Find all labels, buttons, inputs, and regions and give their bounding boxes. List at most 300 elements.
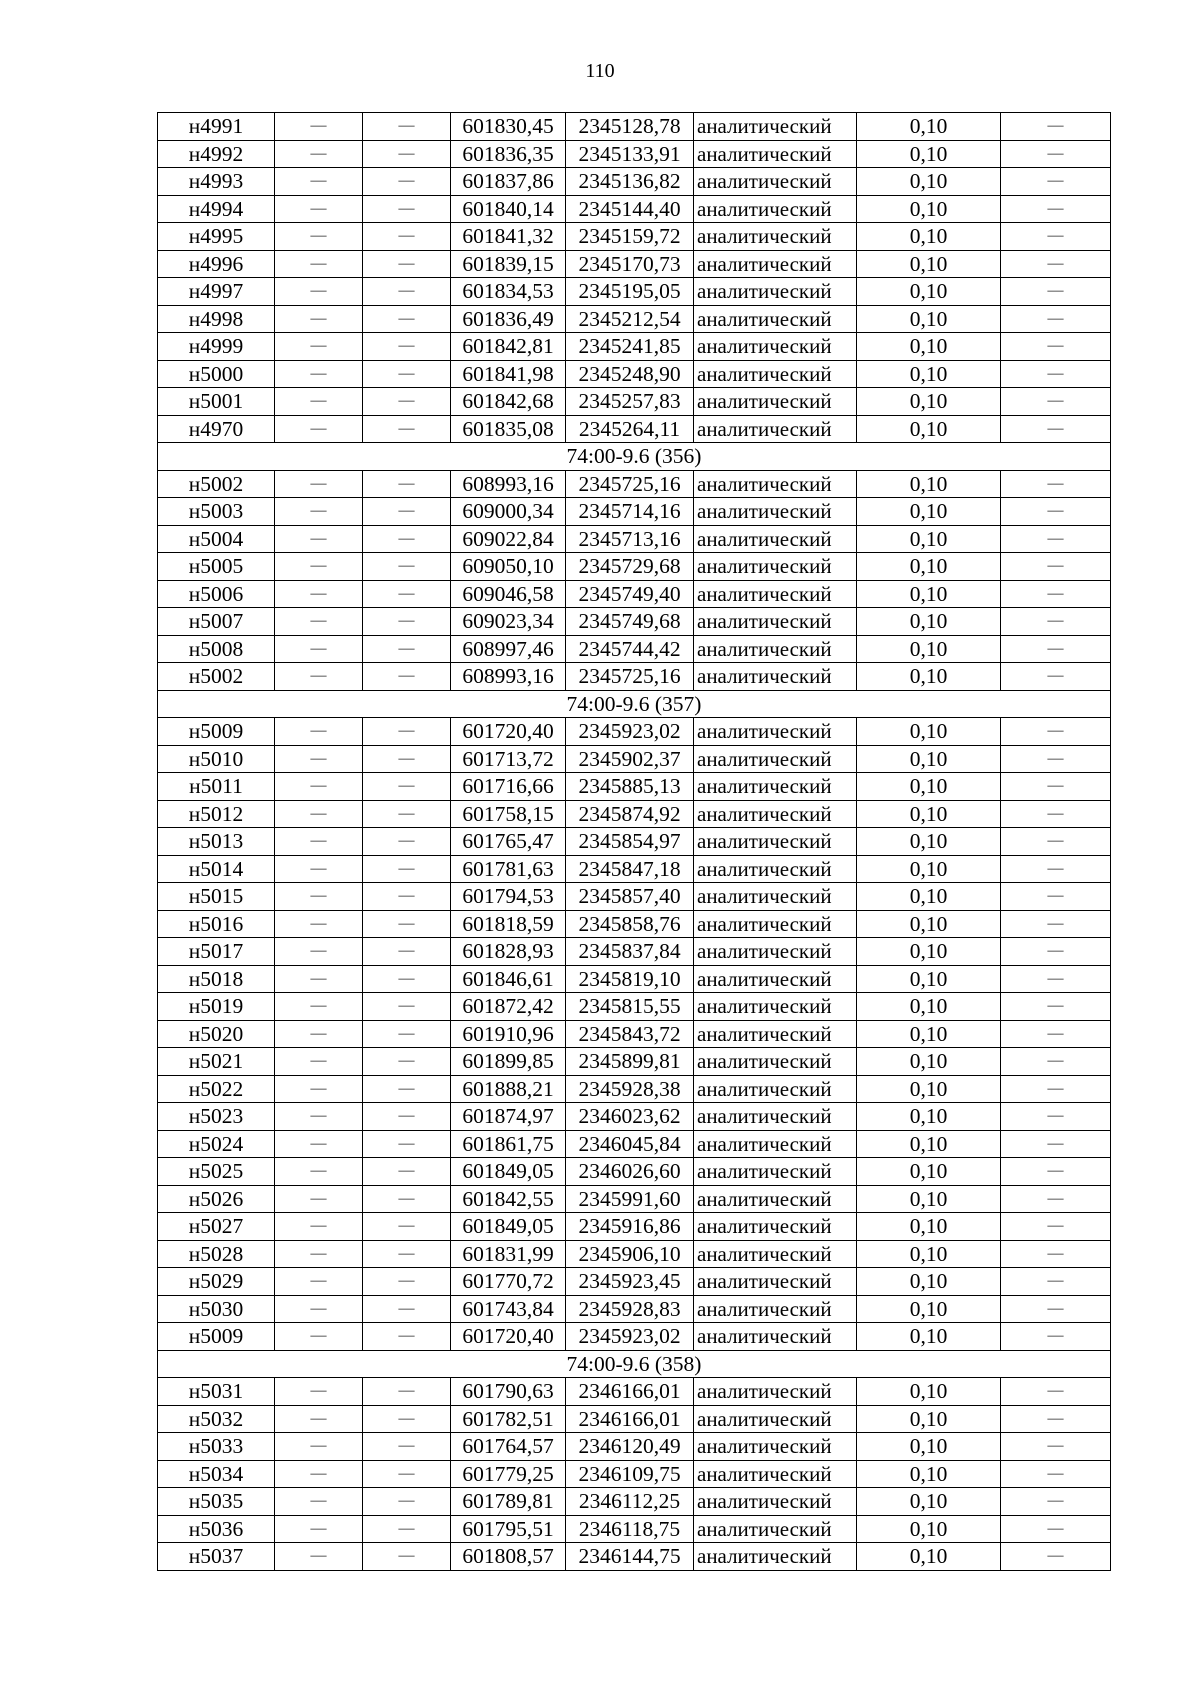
y-coordinate-cell: 2345857,40 xyxy=(566,883,694,911)
table-row xyxy=(158,553,1111,581)
accuracy-cell: 0,10 xyxy=(857,140,1001,168)
y-coordinate-cell: 2345923,02 xyxy=(566,718,694,746)
description-cell: — xyxy=(1001,1075,1111,1103)
description-cell: — xyxy=(1001,1213,1111,1241)
accuracy-cell: 0,10 xyxy=(857,883,1001,911)
x-coordinate-cell: 601782,51 xyxy=(451,1405,566,1433)
x-coordinate-cell: 609046,58 xyxy=(451,580,566,608)
description-cell: — xyxy=(1001,1295,1111,1323)
description-cell: — xyxy=(1001,1185,1111,1213)
old-x-cell: — xyxy=(275,1295,363,1323)
description-cell: — xyxy=(1001,965,1111,993)
old-y-cell: — xyxy=(363,388,451,416)
old-y-cell: — xyxy=(363,1323,451,1351)
description-cell: — xyxy=(1001,580,1111,608)
method-cell: аналитический xyxy=(694,800,857,828)
x-coordinate-cell: 601846,61 xyxy=(451,965,566,993)
y-coordinate-cell: 2346144,75 xyxy=(566,1543,694,1571)
table-row xyxy=(158,1295,1111,1323)
x-coordinate-cell: 601716,66 xyxy=(451,773,566,801)
accuracy-cell: 0,10 xyxy=(857,1543,1001,1571)
old-y-cell: — xyxy=(363,250,451,278)
accuracy-cell: 0,10 xyxy=(857,1405,1001,1433)
table-row xyxy=(158,608,1111,636)
old-y-cell: — xyxy=(363,1158,451,1186)
point-id-cell: н5015 xyxy=(158,883,275,911)
accuracy-cell: 0,10 xyxy=(857,1103,1001,1131)
y-coordinate-cell: 2345257,83 xyxy=(566,388,694,416)
accuracy-cell: 0,10 xyxy=(857,195,1001,223)
description-cell: — xyxy=(1001,195,1111,223)
point-id-cell: н4995 xyxy=(158,223,275,251)
description-cell: — xyxy=(1001,910,1111,938)
description-cell: — xyxy=(1001,1103,1111,1131)
y-coordinate-cell: 2345725,16 xyxy=(566,470,694,498)
accuracy-cell: 0,10 xyxy=(857,1488,1001,1516)
point-id-cell: н5017 xyxy=(158,938,275,966)
y-coordinate-cell: 2345847,18 xyxy=(566,855,694,883)
old-y-cell: — xyxy=(363,1488,451,1516)
method-cell: аналитический xyxy=(694,1295,857,1323)
old-y-cell: — xyxy=(363,1543,451,1571)
y-coordinate-cell: 2346112,25 xyxy=(566,1488,694,1516)
table-row xyxy=(158,800,1111,828)
old-x-cell: — xyxy=(275,470,363,498)
method-cell: аналитический xyxy=(694,1185,857,1213)
coordinates-table-body xyxy=(158,113,1111,1571)
point-id-cell: н5004 xyxy=(158,525,275,553)
point-id-cell: н4999 xyxy=(158,333,275,361)
old-x-cell: — xyxy=(275,278,363,306)
description-cell: — xyxy=(1001,223,1111,251)
point-id-cell: н5000 xyxy=(158,360,275,388)
old-x-cell: — xyxy=(275,168,363,196)
table-row xyxy=(158,305,1111,333)
x-coordinate-cell: 601836,35 xyxy=(451,140,566,168)
x-coordinate-cell: 601834,53 xyxy=(451,278,566,306)
x-coordinate-cell: 601720,40 xyxy=(451,718,566,746)
description-cell: — xyxy=(1001,113,1111,141)
method-cell: аналитический xyxy=(694,580,857,608)
description-cell: — xyxy=(1001,773,1111,801)
description-cell: — xyxy=(1001,360,1111,388)
accuracy-cell: 0,10 xyxy=(857,1460,1001,1488)
table-row xyxy=(158,1213,1111,1241)
description-cell: — xyxy=(1001,388,1111,416)
point-id-cell: н5013 xyxy=(158,828,275,856)
old-y-cell: — xyxy=(363,195,451,223)
table-row xyxy=(158,1103,1111,1131)
old-y-cell: — xyxy=(363,470,451,498)
method-cell: аналитический xyxy=(694,470,857,498)
point-id-cell: н5018 xyxy=(158,965,275,993)
accuracy-cell: 0,10 xyxy=(857,388,1001,416)
old-y-cell: — xyxy=(363,305,451,333)
old-y-cell: — xyxy=(363,773,451,801)
description-cell: — xyxy=(1001,525,1111,553)
description-cell: — xyxy=(1001,1378,1111,1406)
x-coordinate-cell: 601789,81 xyxy=(451,1488,566,1516)
y-coordinate-cell: 2345991,60 xyxy=(566,1185,694,1213)
table-row xyxy=(158,635,1111,663)
method-cell: аналитический xyxy=(694,250,857,278)
x-coordinate-cell: 601841,32 xyxy=(451,223,566,251)
old-y-cell: — xyxy=(363,800,451,828)
old-x-cell: — xyxy=(275,800,363,828)
description-cell: — xyxy=(1001,1130,1111,1158)
method-cell: аналитический xyxy=(694,938,857,966)
method-cell: аналитический xyxy=(694,910,857,938)
accuracy-cell: 0,10 xyxy=(857,718,1001,746)
y-coordinate-cell: 2345928,83 xyxy=(566,1295,694,1323)
method-cell: аналитический xyxy=(694,1268,857,1296)
point-id-cell: н5030 xyxy=(158,1295,275,1323)
accuracy-cell: 0,10 xyxy=(857,1130,1001,1158)
old-x-cell: — xyxy=(275,113,363,141)
point-id-cell: н5016 xyxy=(158,910,275,938)
point-id-cell: н5009 xyxy=(158,1323,275,1351)
x-coordinate-cell: 601839,15 xyxy=(451,250,566,278)
method-cell: аналитический xyxy=(694,305,857,333)
old-y-cell: — xyxy=(363,938,451,966)
accuracy-cell: 0,10 xyxy=(857,1048,1001,1076)
accuracy-cell: 0,10 xyxy=(857,250,1001,278)
old-y-cell: — xyxy=(363,580,451,608)
method-cell: аналитический xyxy=(694,360,857,388)
table-row xyxy=(158,1130,1111,1158)
old-y-cell: — xyxy=(363,168,451,196)
description-cell: — xyxy=(1001,168,1111,196)
description-cell: — xyxy=(1001,718,1111,746)
old-x-cell: — xyxy=(275,140,363,168)
old-x-cell: — xyxy=(275,938,363,966)
point-id-cell: н5027 xyxy=(158,1213,275,1241)
y-coordinate-cell: 2345725,16 xyxy=(566,663,694,691)
x-coordinate-cell: 608993,16 xyxy=(451,470,566,498)
old-y-cell: — xyxy=(363,113,451,141)
point-id-cell: н5022 xyxy=(158,1075,275,1103)
description-cell: — xyxy=(1001,883,1111,911)
point-id-cell: н5007 xyxy=(158,608,275,636)
description-cell: — xyxy=(1001,1460,1111,1488)
x-coordinate-cell: 608997,46 xyxy=(451,635,566,663)
x-coordinate-cell: 601849,05 xyxy=(451,1213,566,1241)
old-x-cell: — xyxy=(275,388,363,416)
coordinates-table xyxy=(157,112,1111,1571)
y-coordinate-cell: 2345923,45 xyxy=(566,1268,694,1296)
method-cell: аналитический xyxy=(694,195,857,223)
point-id-cell: н5021 xyxy=(158,1048,275,1076)
old-x-cell: — xyxy=(275,1488,363,1516)
point-id-cell: н5036 xyxy=(158,1515,275,1543)
accuracy-cell: 0,10 xyxy=(857,525,1001,553)
y-coordinate-cell: 2345928,38 xyxy=(566,1075,694,1103)
old-y-cell: — xyxy=(363,1460,451,1488)
description-cell: — xyxy=(1001,140,1111,168)
accuracy-cell: 0,10 xyxy=(857,360,1001,388)
old-x-cell: — xyxy=(275,1130,363,1158)
method-cell: аналитический xyxy=(694,388,857,416)
method-cell: аналитический xyxy=(694,1543,857,1571)
point-id-cell: н5025 xyxy=(158,1158,275,1186)
method-cell: аналитический xyxy=(694,883,857,911)
description-cell: — xyxy=(1001,250,1111,278)
method-cell: аналитический xyxy=(694,1240,857,1268)
table-row xyxy=(158,1158,1111,1186)
method-cell: аналитический xyxy=(694,525,857,553)
x-coordinate-cell: 601828,93 xyxy=(451,938,566,966)
description-cell: — xyxy=(1001,1048,1111,1076)
description-cell: — xyxy=(1001,1020,1111,1048)
old-x-cell: — xyxy=(275,855,363,883)
old-x-cell: — xyxy=(275,498,363,526)
y-coordinate-cell: 2346109,75 xyxy=(566,1460,694,1488)
old-y-cell: — xyxy=(363,1295,451,1323)
old-x-cell: — xyxy=(275,553,363,581)
old-x-cell: — xyxy=(275,718,363,746)
accuracy-cell: 0,10 xyxy=(857,470,1001,498)
point-id-cell: н4998 xyxy=(158,305,275,333)
method-cell: аналитический xyxy=(694,415,857,443)
old-y-cell: — xyxy=(363,1130,451,1158)
method-cell: аналитический xyxy=(694,1158,857,1186)
accuracy-cell: 0,10 xyxy=(857,333,1001,361)
description-cell: — xyxy=(1001,1515,1111,1543)
description-cell: — xyxy=(1001,415,1111,443)
x-coordinate-cell: 601743,84 xyxy=(451,1295,566,1323)
x-coordinate-cell: 609022,84 xyxy=(451,525,566,553)
old-y-cell: — xyxy=(363,608,451,636)
old-x-cell: — xyxy=(275,635,363,663)
point-id-cell: н5029 xyxy=(158,1268,275,1296)
x-coordinate-cell: 601808,57 xyxy=(451,1543,566,1571)
x-coordinate-cell: 601899,85 xyxy=(451,1048,566,1076)
old-y-cell: — xyxy=(363,993,451,1021)
method-cell: аналитический xyxy=(694,1048,857,1076)
y-coordinate-cell: 2345159,72 xyxy=(566,223,694,251)
y-coordinate-cell: 2345729,68 xyxy=(566,553,694,581)
old-x-cell: — xyxy=(275,333,363,361)
old-y-cell: — xyxy=(363,1048,451,1076)
method-cell: аналитический xyxy=(694,1103,857,1131)
y-coordinate-cell: 2345744,42 xyxy=(566,635,694,663)
y-coordinate-cell: 2346166,01 xyxy=(566,1405,694,1433)
x-coordinate-cell: 601835,08 xyxy=(451,415,566,443)
old-y-cell: — xyxy=(363,525,451,553)
old-x-cell: — xyxy=(275,745,363,773)
method-cell: аналитический xyxy=(694,1488,857,1516)
old-x-cell: — xyxy=(275,1048,363,1076)
table-row xyxy=(158,1433,1111,1461)
x-coordinate-cell: 601872,42 xyxy=(451,993,566,1021)
x-coordinate-cell: 601790,63 xyxy=(451,1378,566,1406)
old-x-cell: — xyxy=(275,223,363,251)
old-x-cell: — xyxy=(275,1433,363,1461)
x-coordinate-cell: 608993,16 xyxy=(451,663,566,691)
accuracy-cell: 0,10 xyxy=(857,223,1001,251)
y-coordinate-cell: 2345713,16 xyxy=(566,525,694,553)
x-coordinate-cell: 601837,86 xyxy=(451,168,566,196)
point-id-cell: н5034 xyxy=(158,1460,275,1488)
table-row xyxy=(158,1075,1111,1103)
old-x-cell: — xyxy=(275,1460,363,1488)
old-x-cell: — xyxy=(275,910,363,938)
old-x-cell: — xyxy=(275,1103,363,1131)
y-coordinate-cell: 2345899,81 xyxy=(566,1048,694,1076)
description-cell: — xyxy=(1001,608,1111,636)
table-row xyxy=(158,223,1111,251)
old-y-cell: — xyxy=(363,1378,451,1406)
method-cell: аналитический xyxy=(694,1460,857,1488)
table-row xyxy=(158,1488,1111,1516)
x-coordinate-cell: 601779,25 xyxy=(451,1460,566,1488)
table-row xyxy=(158,883,1111,911)
description-cell: — xyxy=(1001,470,1111,498)
description-cell: — xyxy=(1001,1323,1111,1351)
table-row xyxy=(158,333,1111,361)
old-x-cell: — xyxy=(275,1020,363,1048)
table-row xyxy=(158,1515,1111,1543)
x-coordinate-cell: 601758,15 xyxy=(451,800,566,828)
point-id-cell: н5031 xyxy=(158,1378,275,1406)
y-coordinate-cell: 2346045,84 xyxy=(566,1130,694,1158)
section-header-row xyxy=(158,443,1111,471)
description-cell: — xyxy=(1001,498,1111,526)
accuracy-cell: 0,10 xyxy=(857,773,1001,801)
section-header-row xyxy=(158,690,1111,718)
method-cell: аналитический xyxy=(694,1020,857,1048)
point-id-cell: н5028 xyxy=(158,1240,275,1268)
table-row xyxy=(158,498,1111,526)
description-cell: — xyxy=(1001,1158,1111,1186)
description-cell: — xyxy=(1001,1240,1111,1268)
old-y-cell: — xyxy=(363,718,451,746)
accuracy-cell: 0,10 xyxy=(857,745,1001,773)
old-y-cell: — xyxy=(363,1433,451,1461)
description-cell: — xyxy=(1001,993,1111,1021)
old-x-cell: — xyxy=(275,1378,363,1406)
old-y-cell: — xyxy=(363,965,451,993)
accuracy-cell: 0,10 xyxy=(857,553,1001,581)
x-coordinate-cell: 601830,45 xyxy=(451,113,566,141)
y-coordinate-cell: 2345902,37 xyxy=(566,745,694,773)
accuracy-cell: 0,10 xyxy=(857,1268,1001,1296)
old-y-cell: — xyxy=(363,223,451,251)
point-id-cell: н5001 xyxy=(158,388,275,416)
accuracy-cell: 0,10 xyxy=(857,498,1001,526)
table-row xyxy=(158,993,1111,1021)
y-coordinate-cell: 2345819,10 xyxy=(566,965,694,993)
description-cell: — xyxy=(1001,855,1111,883)
table-row xyxy=(158,663,1111,691)
y-coordinate-cell: 2345874,92 xyxy=(566,800,694,828)
table-row xyxy=(158,1543,1111,1571)
accuracy-cell: 0,10 xyxy=(857,663,1001,691)
old-x-cell: — xyxy=(275,1268,363,1296)
old-x-cell: — xyxy=(275,1213,363,1241)
point-id-cell: н5037 xyxy=(158,1543,275,1571)
point-id-cell: н5026 xyxy=(158,1185,275,1213)
point-id-cell: н5006 xyxy=(158,580,275,608)
table-row xyxy=(158,140,1111,168)
table-row xyxy=(158,773,1111,801)
accuracy-cell: 0,10 xyxy=(857,168,1001,196)
point-id-cell: н5024 xyxy=(158,1130,275,1158)
table-row xyxy=(158,1378,1111,1406)
accuracy-cell: 0,10 xyxy=(857,1240,1001,1268)
accuracy-cell: 0,10 xyxy=(857,1378,1001,1406)
method-cell: аналитический xyxy=(694,1378,857,1406)
description-cell: — xyxy=(1001,1268,1111,1296)
old-y-cell: — xyxy=(363,1103,451,1131)
method-cell: аналитический xyxy=(694,773,857,801)
old-y-cell: — xyxy=(363,360,451,388)
point-id-cell: н5002 xyxy=(158,663,275,691)
point-id-cell: н5008 xyxy=(158,635,275,663)
y-coordinate-cell: 2345136,82 xyxy=(566,168,694,196)
point-id-cell: н4970 xyxy=(158,415,275,443)
point-id-cell: н5005 xyxy=(158,553,275,581)
old-y-cell: — xyxy=(363,883,451,911)
old-x-cell: — xyxy=(275,1323,363,1351)
table-row xyxy=(158,278,1111,306)
table-row xyxy=(158,1020,1111,1048)
y-coordinate-cell: 2345144,40 xyxy=(566,195,694,223)
table-row xyxy=(158,580,1111,608)
x-coordinate-cell: 601841,98 xyxy=(451,360,566,388)
old-x-cell: — xyxy=(275,965,363,993)
accuracy-cell: 0,10 xyxy=(857,1433,1001,1461)
accuracy-cell: 0,10 xyxy=(857,580,1001,608)
table-row xyxy=(158,415,1111,443)
page-number: 110 xyxy=(585,60,615,82)
method-cell: аналитический xyxy=(694,113,857,141)
section-header-row xyxy=(158,1350,1111,1378)
old-x-cell: — xyxy=(275,250,363,278)
point-id-cell: н4994 xyxy=(158,195,275,223)
old-x-cell: — xyxy=(275,525,363,553)
accuracy-cell: 0,10 xyxy=(857,1295,1001,1323)
old-x-cell: — xyxy=(275,1240,363,1268)
old-x-cell: — xyxy=(275,1158,363,1186)
point-id-cell: н5003 xyxy=(158,498,275,526)
old-y-cell: — xyxy=(363,745,451,773)
description-cell: — xyxy=(1001,663,1111,691)
y-coordinate-cell: 2345916,86 xyxy=(566,1213,694,1241)
old-x-cell: — xyxy=(275,828,363,856)
description-cell: — xyxy=(1001,1543,1111,1571)
old-x-cell: — xyxy=(275,1515,363,1543)
table-row xyxy=(158,168,1111,196)
x-coordinate-cell: 601888,21 xyxy=(451,1075,566,1103)
old-x-cell: — xyxy=(275,580,363,608)
table-row xyxy=(158,195,1111,223)
y-coordinate-cell: 2346023,62 xyxy=(566,1103,694,1131)
x-coordinate-cell: 601781,63 xyxy=(451,855,566,883)
table-row xyxy=(158,1185,1111,1213)
x-coordinate-cell: 601861,75 xyxy=(451,1130,566,1158)
section-title: 74:00-9.6 (356) xyxy=(158,443,1111,471)
point-id-cell: н5033 xyxy=(158,1433,275,1461)
old-y-cell: — xyxy=(363,333,451,361)
description-cell: — xyxy=(1001,745,1111,773)
description-cell: — xyxy=(1001,1433,1111,1461)
method-cell: аналитический xyxy=(694,498,857,526)
x-coordinate-cell: 601720,40 xyxy=(451,1323,566,1351)
x-coordinate-cell: 601842,55 xyxy=(451,1185,566,1213)
y-coordinate-cell: 2345858,76 xyxy=(566,910,694,938)
y-coordinate-cell: 2345248,90 xyxy=(566,360,694,388)
